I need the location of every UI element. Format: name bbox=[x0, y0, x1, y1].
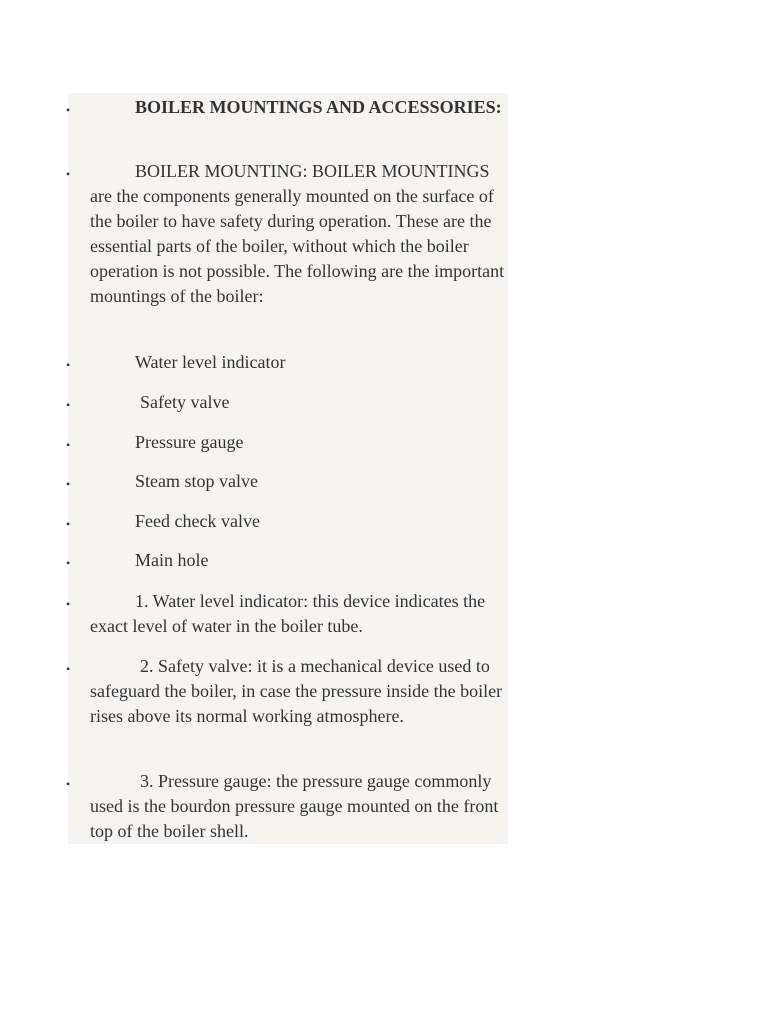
bullet-icon: • bbox=[66, 777, 71, 791]
mounting-item-text: Pressure gauge bbox=[135, 432, 244, 452]
description-text: 1. Water level indicator: this device indicates the exact level of water in the boiler tube. bbox=[90, 591, 486, 636]
mounting-item-text: Feed check valve bbox=[135, 511, 260, 531]
paragraph-text: BOILER MOUNTING: BOILER MOUNTINGS are the components generally mounted on the surface of the boiler to have safety during operation. These are the essential parts of the boiler, without which the boiler operation is not possible. The following are the important mountings of the boiler: bbox=[90, 161, 505, 306]
bullet-icon: • bbox=[66, 662, 71, 676]
mounting-item-text: Main hole bbox=[135, 550, 209, 570]
bullet-icon: • bbox=[66, 597, 71, 611]
mounting-item-text: Water level indicator bbox=[135, 352, 286, 372]
bullet-icon: • bbox=[66, 517, 71, 531]
description-text: 3. Pressure gauge: the pressure gauge commonly used is the bourdon pressure gauge mounted on the front top of the boiler shell. bbox=[90, 771, 499, 841]
bullet-icon: • bbox=[66, 556, 71, 570]
bullet-icon: • bbox=[66, 398, 71, 412]
bullet-icon: • bbox=[66, 167, 71, 181]
bullet-icon: • bbox=[66, 438, 71, 452]
mounting-item-text: Safety valve bbox=[140, 392, 230, 412]
mounting-item-text: Steam stop valve bbox=[135, 471, 258, 491]
document-heading: BOILER MOUNTINGS AND ACCESSORIES: bbox=[135, 97, 502, 117]
bullet-icon: • bbox=[66, 477, 71, 491]
bullet-icon: • bbox=[66, 358, 71, 372]
description-text: 2. Safety valve: it is a mechanical device used to safeguard the boiler, in case the pressure inside the boiler rises above its normal working atmosphere. bbox=[90, 656, 503, 726]
bullet-icon: • bbox=[66, 103, 71, 117]
